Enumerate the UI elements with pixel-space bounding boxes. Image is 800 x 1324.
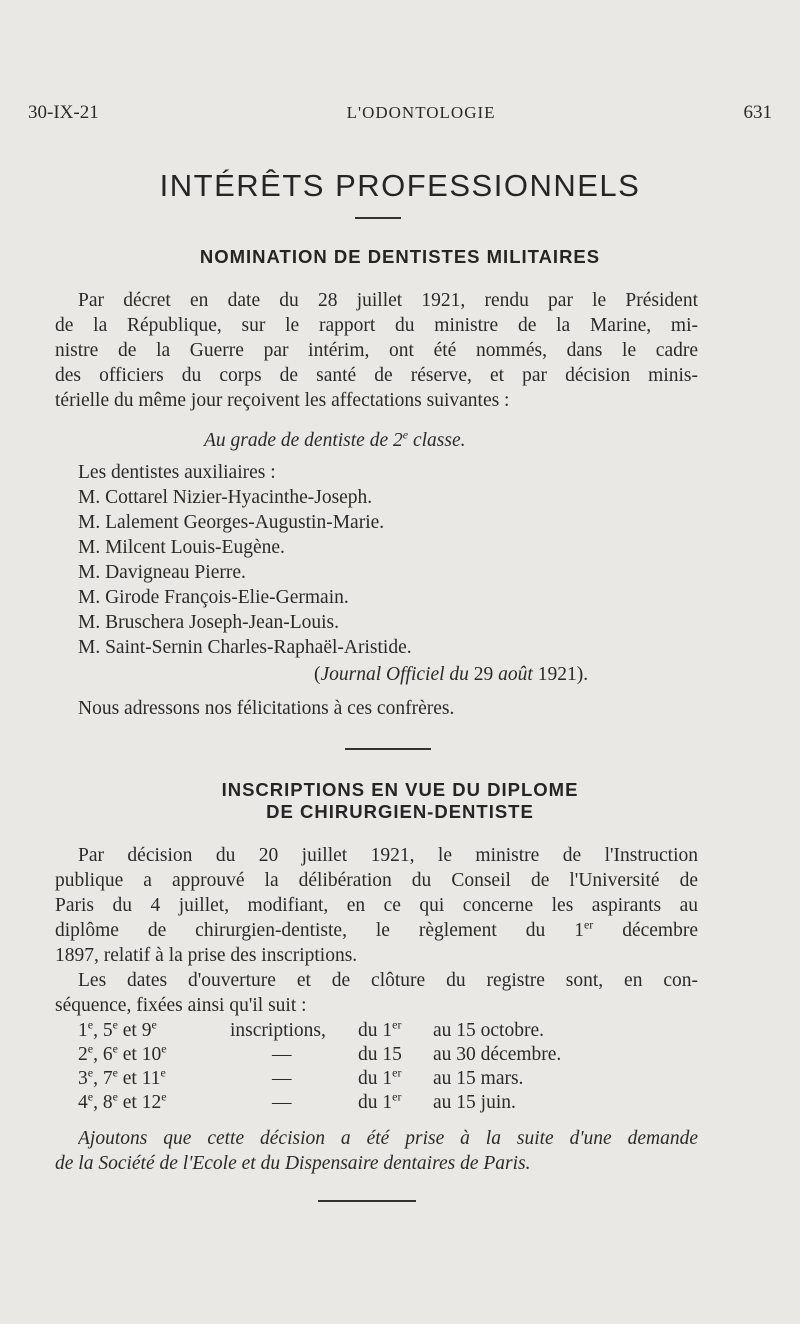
note-line: Ajoutons que cette décision a été prise à la suite d'une demande [78,1128,698,1149]
paragraph-line: 1897, relatif à la prise des inscriptions. [55,945,358,966]
schedule-inscriptions: 3e, 7e et 11e [78,1065,166,1089]
paragraph-line: Par décision du 20 juillet 1921, le ministre de l'Instruction [78,845,698,866]
section1-title: NOMINATION DE DENTISTES MILITAIRES [199,246,601,267]
title-rule [355,217,401,219]
grade-heading-visible: Au grade de dentiste de 2e classe. [204,427,466,451]
issue-date: 30-IX-21 [28,102,99,123]
schedule-inscriptions: 2e, 6e et 10e [78,1041,167,1065]
grade-heading [204,427,466,452]
schedule-inscriptions: 4e, 8e et 12e [78,1089,167,1113]
schedule-desc: inscriptions, [230,1020,326,1041]
paragraph-line: Par décret en date du 28 juillet 1921, rendu par le Président [78,290,698,311]
name-item: M. Cottarel Nizier-Hyacinthe-Joseph. [78,487,373,508]
end-rule [318,1200,416,1202]
schedule-desc: — [272,1044,292,1065]
schedule-to: au 15 octobre. [433,1020,545,1041]
schedule-from: du 1er [358,1089,402,1113]
paragraph-line: de la République, sur le rapport du ministre de la Marine, mi- [55,315,698,336]
paragraph-line: Paris du 4 juillet, modifiant, en ce qui concerne les aspirants au [55,895,698,916]
main-title: INTÉRÊTS PROFESSIONNELS [159,168,641,203]
schedule-to: au 30 décembre. [433,1044,562,1065]
name-item: M. Bruschera Joseph-Jean-Louis. [78,612,340,633]
schedule-desc: — [272,1092,292,1113]
paragraph-line: des officiers du corps de santé de réserve, et par décision minis- [55,365,698,386]
schedule-to: au 15 juin. [433,1092,516,1113]
section2-title-line1: INSCRIPTIONS EN VUE DU DIPLOME [221,779,579,800]
schedule-from: du 1er [358,1065,402,1089]
schedule-from: du 15 [358,1044,402,1065]
name-item: M. Lalement Georges-Augustin-Marie. [78,512,385,533]
journal-title: L'ODONTOLOGIE [346,103,496,122]
name-item: M. Milcent Louis-Eugène. [78,537,285,558]
schedule-desc: — [272,1068,292,1089]
running-head [28,102,772,124]
schedule-from: du 1er [358,1017,402,1041]
paragraph-line: diplôme de chirurgien-dentiste, le règlement du 1er décembre [55,920,698,941]
schedule-to: au 15 mars. [433,1068,524,1089]
paragraph-line: nistre de la Guerre par intérim, ont été nommés, dans le cadre [55,340,698,361]
source-citation: (Journal Officiel du 29 août 1921). [314,664,589,685]
name-item: M. Saint-Sernin Charles-Raphaël-Aristide. [78,637,412,658]
section-rule [345,748,431,750]
schedule-inscriptions: 1e, 5e et 9e [78,1017,157,1041]
name-item: M. Davigneau Pierre. [78,562,246,583]
list-intro: Les dentistes auxiliaires : [78,462,276,483]
page-number: 631 [743,102,772,123]
paragraph-line: térielle du même jour reçoivent les affectations suivantes : [55,390,510,411]
name-item: M. Girode François-Elie-Germain. [78,587,349,608]
section2-title-line2: DE CHIRURGIEN-DENTISTE [266,801,534,822]
closing-sentence: Nous adressons nos félicitations à ces confrères. [78,698,455,719]
paragraph-line: publique a approuvé la délibération du Conseil de l'Université de [55,870,698,891]
paragraph-line: Les dates d'ouverture et de clôture du registre sont, en con- [78,970,698,991]
paragraph-line: séquence, fixées ainsi qu'il suit : [55,995,307,1016]
note-line: de la Société de l'Ecole et du Dispensaire dentaires de Paris. [55,1153,531,1174]
